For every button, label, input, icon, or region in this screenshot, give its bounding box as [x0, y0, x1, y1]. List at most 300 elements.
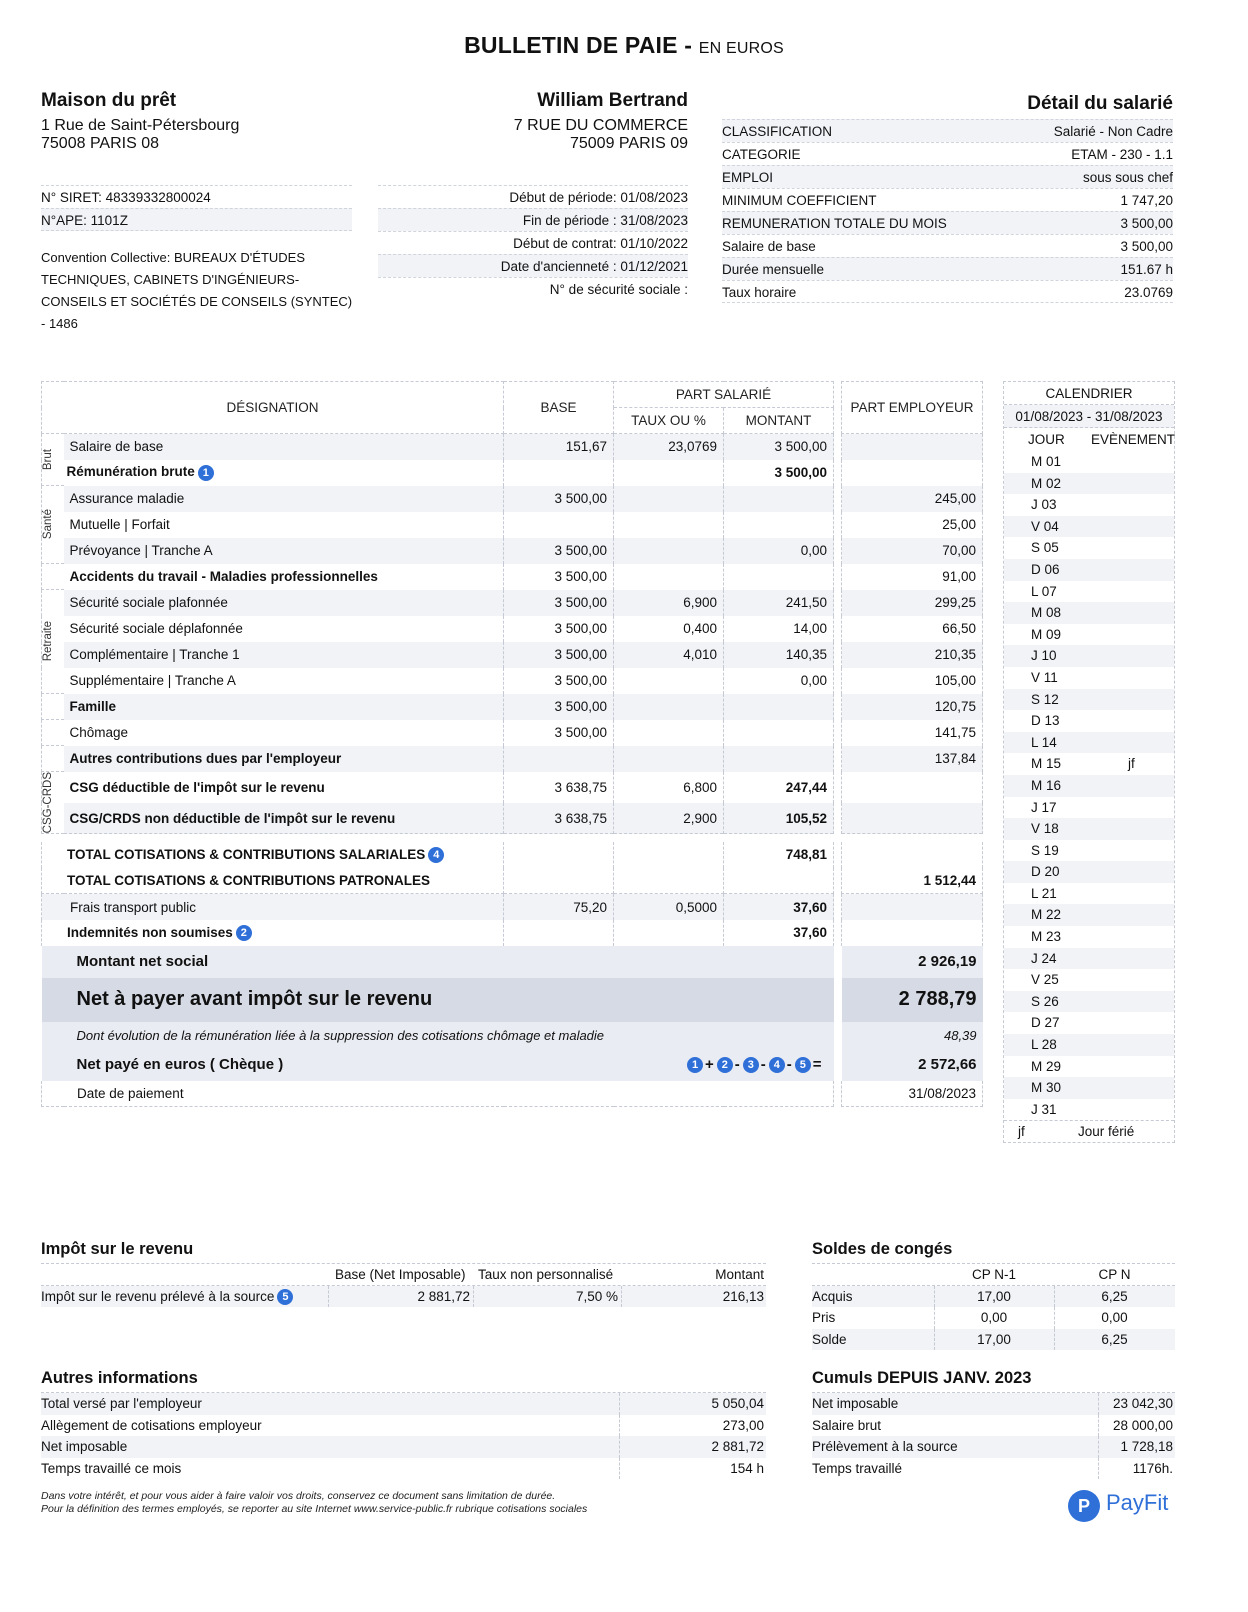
calendar-days [1004, 451, 1174, 1120]
conges-n1: 17,00 [977, 1288, 1011, 1304]
row-label [64, 512, 504, 538]
row-label-text: Famille [69, 699, 117, 714]
pay-row [42, 720, 983, 746]
pay-row [42, 668, 983, 694]
row-label-text: Mutuelle | Forfait [69, 517, 170, 532]
social-security-number: N° de sécurité sociale : [378, 277, 688, 300]
cumuls-value: 28 000,00 [1112, 1417, 1173, 1433]
calendar-day [1004, 753, 1174, 775]
calendar-day [1004, 732, 1174, 754]
row-base: 3 638,75 [504, 772, 614, 803]
conges-key: Solde [812, 1331, 847, 1347]
gap [834, 720, 842, 746]
cumuls-section [812, 1369, 1175, 1479]
employee-detail [722, 93, 1173, 304]
net-social-text: Montant net social [76, 953, 209, 971]
section-label [42, 434, 64, 486]
seniority-date: Date d'ancienneté : 01/12/2021 [378, 254, 688, 277]
row-taux: 4,010 [614, 642, 724, 668]
detail-rows [722, 119, 1173, 303]
gap [834, 512, 842, 538]
net-avant-impot-value: 2 788,79 [842, 978, 983, 1022]
row-montant [724, 746, 834, 772]
impot-col-montant: Montant [715, 1267, 764, 1282]
row-label [64, 616, 504, 642]
detail-key: Durée mensuelle [722, 262, 825, 277]
total-taux [614, 868, 724, 894]
conges-n1: 17,00 [977, 1331, 1011, 1347]
autres-rows [41, 1393, 766, 1479]
calendar-col-day: JOUR [1028, 432, 1065, 447]
autres-key: Allègement de cotisations employeur [41, 1417, 262, 1433]
section-label [42, 694, 64, 720]
calendar-day-label: M 01 [1031, 454, 1062, 469]
row-taux: 0,400 [614, 616, 724, 642]
conges-header-row [812, 1264, 1175, 1286]
pay-row [42, 486, 983, 512]
detail-value: Salarié - Non Cadre [1053, 124, 1173, 139]
formula-badge: 4 [769, 1057, 785, 1073]
row-taux [614, 720, 724, 746]
row-employeur: 299,25 [842, 590, 983, 616]
row-label [64, 668, 504, 694]
autres-value: 5 050,04 [711, 1396, 764, 1411]
section-label [42, 720, 64, 746]
detail-row [722, 188, 1173, 211]
autres-key: Net imposable [41, 1439, 128, 1454]
calendar-day-event: jf [1128, 756, 1135, 772]
section-label [42, 564, 64, 590]
row-base: 3 500,00 [504, 538, 614, 564]
row-label-text: Accidents du travail - Maladies professionnelles [69, 569, 378, 584]
evolution-value: 48,39 [842, 1022, 983, 1049]
calendar-day-label: D 27 [1031, 1015, 1060, 1031]
impot-header-row [41, 1264, 766, 1286]
section-label [42, 746, 64, 772]
cumuls-key: Salaire brut [812, 1417, 882, 1433]
calendar-day [1004, 948, 1174, 970]
pay-row [42, 564, 983, 590]
calendar-day [1004, 710, 1174, 732]
gap [834, 434, 842, 460]
row-label [64, 434, 504, 460]
impot-taux: 7,50 % [575, 1288, 618, 1304]
impot-montant: 216,13 [722, 1288, 764, 1304]
calendar-day [1004, 1077, 1174, 1099]
calendar-day [1004, 645, 1174, 667]
impot-col-taux: Taux non personnalisé [478, 1267, 614, 1282]
calendar-day [1004, 667, 1174, 689]
calendar-day-label: J 24 [1031, 950, 1057, 966]
title-main: BULLETIN DE PAIE - [464, 32, 693, 58]
pay-row [42, 512, 983, 538]
legend-code: jf [1018, 1124, 1025, 1140]
calendar-day [1004, 624, 1174, 646]
row-label-text: Complémentaire | Tranche 1 [69, 647, 240, 662]
indemnity-row [42, 920, 983, 946]
pay-table [41, 381, 983, 1107]
calendar-day-label: V 04 [1031, 518, 1059, 534]
total-montant: 748,81 [724, 842, 834, 868]
formula-op: = [812, 1056, 822, 1074]
cumuls-row [812, 1458, 1175, 1480]
calendar-header [1004, 428, 1174, 451]
badge-5: 5 [277, 1289, 293, 1305]
indemnity-label-text: Frais transport public [70, 899, 197, 915]
employer-ids [41, 185, 352, 231]
pay-row [42, 772, 983, 803]
indemnity-row [42, 894, 983, 920]
conges-row [812, 1307, 1175, 1329]
conges-n: 6,25 [1101, 1288, 1128, 1304]
header-part-salarie: PART SALARIÉ [614, 382, 834, 408]
date-paiement-label: Date de paiement [42, 1081, 834, 1107]
row-employeur: 70,00 [842, 538, 983, 564]
detail-row [722, 142, 1173, 165]
calendar-legend [1004, 1120, 1174, 1142]
row-base: 151,67 [504, 434, 614, 460]
impot-section [41, 1240, 766, 1307]
convention-line: CONSEILS ET SOCIÉTÉS DE CONSEILS (SYNTEC) [41, 294, 353, 309]
ape: N°APE: 1101Z [41, 208, 352, 231]
row-taux [614, 486, 724, 512]
row-taux: 23,0769 [614, 434, 724, 460]
row-base: 3 500,00 [504, 486, 614, 512]
pay-row [42, 803, 983, 834]
row-montant [724, 720, 834, 746]
autres-section [41, 1369, 766, 1479]
net-social-label [42, 946, 834, 978]
row-employeur: 141,75 [842, 720, 983, 746]
formula-op: + [705, 1056, 714, 1074]
row-base: 3 500,00 [504, 720, 614, 746]
calendar-day-label: S 19 [1031, 842, 1059, 858]
detail-title: Détail du salarié [1027, 93, 1173, 114]
cumuls-row [812, 1415, 1175, 1437]
calendar-day [1004, 840, 1174, 862]
impot-title: Impôt sur le revenu [41, 1240, 766, 1264]
conges-section [812, 1240, 1175, 1350]
formula-op: - [760, 1056, 766, 1074]
formula-op: - [786, 1056, 792, 1074]
calendar-day [1004, 516, 1174, 538]
detail-key: EMPLOI [722, 170, 774, 185]
detail-row [722, 165, 1173, 188]
total-row [42, 868, 983, 894]
row-label-text: Assurance maladie [69, 491, 185, 506]
calendar-day [1004, 689, 1174, 711]
total-base [504, 868, 614, 894]
cumuls-key: Net imposable [812, 1396, 899, 1411]
indemnity-taux [614, 920, 724, 946]
pay-row [42, 460, 983, 486]
net-social-value: 2 926,19 [842, 946, 983, 978]
calendar [1003, 381, 1175, 1143]
row-montant: 247,44 [724, 772, 834, 803]
conges-row [812, 1286, 1175, 1308]
autres-row [41, 1415, 766, 1437]
row-base: 3 500,00 [504, 642, 614, 668]
row-label [64, 720, 504, 746]
net-avant-impot [42, 978, 983, 1022]
calendar-day-label: M 02 [1031, 475, 1062, 491]
section-retraite-label: Retraite [42, 621, 54, 662]
total-label [42, 842, 504, 868]
cumuls-rows [812, 1393, 1175, 1479]
indemnity-label [42, 894, 504, 920]
total-label [42, 868, 504, 894]
calendar-day [1004, 991, 1174, 1013]
row-base: 3 638,75 [504, 803, 614, 834]
gap [834, 486, 842, 512]
row-taux: 6,800 [614, 772, 724, 803]
net-paye [42, 1049, 983, 1081]
calendar-day [1004, 451, 1174, 473]
cumuls-title: Cumuls DEPUIS JANV. 2023 [812, 1369, 1175, 1393]
calendar-day-label: S 05 [1031, 540, 1059, 556]
payfit-logo-icon: P [1068, 1490, 1100, 1522]
row-label [64, 694, 504, 720]
header-base: BASE [504, 382, 614, 434]
total-employeur [842, 842, 983, 868]
payfit-logo [1068, 1490, 1168, 1522]
convention-line: - 1486 [41, 316, 78, 331]
autres-key: Total versé par l'employeur [41, 1396, 202, 1411]
conges-n: 0,00 [1101, 1310, 1128, 1325]
calendar-day [1004, 1034, 1174, 1056]
row-label [64, 460, 504, 486]
net-avant-impot-label [42, 978, 834, 1022]
detail-value: 1 747,20 [1120, 193, 1173, 208]
header-designation: DÉSIGNATION [42, 382, 504, 434]
total-label-text: TOTAL COTISATIONS & CONTRIBUTIONS SALARIALES [67, 846, 426, 862]
formula-badge: 5 [795, 1057, 811, 1073]
detail-row [722, 211, 1173, 234]
row-employeur [842, 434, 983, 460]
employer-block [41, 90, 239, 153]
total-employeur: 1 512,44 [842, 868, 983, 894]
row-base: 3 500,00 [504, 590, 614, 616]
row-montant: 140,35 [724, 642, 834, 668]
calendar-day-label: L 28 [1031, 1037, 1057, 1053]
calendar-day [1004, 1012, 1174, 1034]
row-employeur [842, 803, 983, 834]
detail-value: ETAM - 230 - 1.1 [1071, 147, 1173, 162]
net-paye-label [42, 1049, 834, 1081]
autres-row [41, 1458, 766, 1480]
autres-row [41, 1393, 766, 1415]
row-label-text: CSG/CRDS non déductible de l'impôt sur le revenu [69, 810, 396, 826]
detail-row [722, 234, 1173, 257]
row-label [64, 590, 504, 616]
detail-key: CLASSIFICATION [722, 124, 833, 139]
impot-base: 2 881,72 [417, 1288, 470, 1304]
impot-label: Impôt sur le revenu prélevé à la source [41, 1288, 275, 1304]
indemnity-label-text: Indemnités non soumises [67, 924, 233, 940]
autres-value: 2 881,72 [711, 1439, 764, 1454]
gap [834, 803, 842, 834]
calendar-day-label: D 13 [1031, 713, 1060, 729]
calendar-day [1004, 926, 1174, 948]
total-montant [724, 868, 834, 894]
period-start: Début de période: 01/08/2023 [378, 185, 688, 208]
detail-row [722, 280, 1173, 303]
calendar-day [1004, 494, 1174, 516]
gap [834, 694, 842, 720]
row-montant: 105,52 [724, 803, 834, 834]
badge-2: 2 [236, 925, 252, 941]
row-montant: 0,00 [724, 668, 834, 694]
row-montant [724, 564, 834, 590]
row-employeur [842, 772, 983, 803]
calendar-day [1004, 559, 1174, 581]
calendar-day-label: V 18 [1031, 821, 1059, 837]
calendar-title: CALENDRIER [1004, 382, 1174, 405]
indemnity-label [42, 920, 504, 946]
calendar-day [1004, 861, 1174, 883]
header-part-employeur: PART EMPLOYEUR [842, 382, 983, 434]
calendar-day [1004, 904, 1174, 926]
calendar-day-label: M 16 [1031, 777, 1062, 793]
row-employeur: 137,84 [842, 746, 983, 772]
employee-name: William Bertrand [537, 90, 688, 111]
gap [834, 616, 842, 642]
row-taux [614, 668, 724, 694]
indemnity-montant: 37,60 [724, 894, 834, 920]
pay-row [42, 538, 983, 564]
row-label-text: CSG déductible de l'impôt sur le revenu [69, 779, 325, 795]
period-info [378, 185, 688, 300]
row-label [64, 564, 504, 590]
row-montant [724, 512, 834, 538]
employee-block [380, 90, 688, 153]
header-taux: TAUX OU % [614, 408, 724, 434]
gap [834, 772, 842, 803]
detail-value: 23.0769 [1124, 285, 1173, 300]
cumuls-value: 23 042,30 [1112, 1396, 1173, 1411]
row-label-text: Sécurité sociale déplafonnée [69, 621, 243, 636]
row-taux [614, 694, 724, 720]
detail-key: CATEGORIE [722, 147, 801, 162]
autres-row [41, 1436, 766, 1458]
row-taux [614, 460, 724, 486]
calendar-day-label: D 20 [1031, 864, 1060, 880]
cumuls-key: Prélèvement à la source [812, 1439, 958, 1454]
calendar-day-label: M 23 [1031, 929, 1062, 945]
row-montant: 14,00 [724, 616, 834, 642]
calendar-day-label: J 17 [1031, 799, 1057, 815]
calendar-day [1004, 1099, 1174, 1121]
row-taux [614, 538, 724, 564]
indemnity-employeur [842, 920, 983, 946]
evolution-label [42, 1022, 834, 1049]
calendar-day-label: D 06 [1031, 561, 1060, 577]
detail-row [722, 119, 1173, 142]
row-employeur: 210,35 [842, 642, 983, 668]
section-csg-label: CSG-CRDS [42, 772, 54, 834]
row-label [64, 538, 504, 564]
row-taux: 6,900 [614, 590, 724, 616]
evolution-text: Dont évolution de la rémunération liée à la suppression des cotisations chômage et maladie [76, 1027, 605, 1043]
conges-title: Soldes de congés [812, 1240, 1175, 1264]
indemnity-base: 75,20 [504, 894, 614, 920]
formula-badge: 2 [717, 1057, 733, 1073]
net-paye-value: 2 572,66 [842, 1049, 983, 1081]
row-base: 3 500,00 [504, 616, 614, 642]
calendar-day [1004, 775, 1174, 797]
gap [834, 642, 842, 668]
badge-1: 1 [198, 465, 214, 481]
net-social [42, 946, 983, 978]
row-label [64, 746, 504, 772]
calendar-col-event: EVÈNEMENT [1091, 432, 1176, 447]
row-employeur: 91,00 [842, 564, 983, 590]
row-label-text: Sécurité sociale plafonnée [69, 595, 228, 610]
calendar-day-label: M 08 [1031, 605, 1062, 621]
siret: N° SIRET: 48339332800024 [41, 185, 352, 208]
row-label-text: Supplémentaire | Tranche A [69, 673, 236, 688]
pay-row [42, 746, 983, 772]
row-label [64, 642, 504, 668]
calendar-day-label: V 25 [1031, 972, 1059, 988]
detail-key: Salaire de base [722, 239, 816, 254]
row-base: 3 500,00 [504, 694, 614, 720]
gap [834, 564, 842, 590]
employer-name: Maison du prêt [41, 90, 177, 111]
title-sub: EN EUROS [698, 40, 784, 57]
date-paiement-row [42, 1081, 983, 1107]
net-paye-text: Net payé en euros ( Chèque ) [76, 1056, 284, 1074]
calendar-range: 01/08/2023 - 31/08/2023 [1004, 405, 1174, 428]
calendar-day-label: J 31 [1031, 1101, 1057, 1117]
row-montant: 0,00 [724, 538, 834, 564]
calendar-day-label: L 21 [1031, 885, 1057, 901]
total-row [42, 842, 983, 868]
gap [834, 460, 842, 486]
calendar-day-label: S 12 [1031, 691, 1059, 707]
row-base: 3 500,00 [504, 668, 614, 694]
autres-key: Temps travaillé ce mois [41, 1460, 182, 1476]
row-employeur: 120,75 [842, 694, 983, 720]
indemnity-base [504, 920, 614, 946]
footer-notes [41, 1490, 587, 1516]
calendar-day-label: J 10 [1031, 648, 1057, 664]
cumuls-row [812, 1393, 1175, 1415]
pay-table-wrapper [41, 381, 982, 1107]
row-label-text: Salaire de base [69, 439, 164, 455]
row-base [504, 460, 614, 486]
row-taux [614, 564, 724, 590]
footer-line1: Dans votre intérêt, et pour vous aider à faire valoir vos droits, conservez ce document sans limitation de durée. [41, 1490, 556, 1502]
calendar-day [1004, 797, 1174, 819]
calendar-day-label: M 09 [1031, 626, 1062, 642]
conges-key: Pris [812, 1310, 836, 1325]
calendar-day-label: M 29 [1031, 1058, 1062, 1074]
indemnity-montant: 37,60 [724, 920, 834, 946]
formula-badge: 1 [687, 1057, 703, 1073]
conges-row [812, 1329, 1175, 1351]
convention-collective [41, 247, 352, 335]
gap [834, 590, 842, 616]
page-title [0, 32, 1248, 59]
gap [834, 668, 842, 694]
date-paiement-value: 31/08/2023 [842, 1081, 983, 1107]
contract-start: Début de contrat: 01/10/2022 [378, 231, 688, 254]
row-montant: 241,50 [724, 590, 834, 616]
net-formula [686, 1056, 824, 1073]
total-base [504, 842, 614, 868]
formula-badge: 3 [743, 1057, 759, 1073]
